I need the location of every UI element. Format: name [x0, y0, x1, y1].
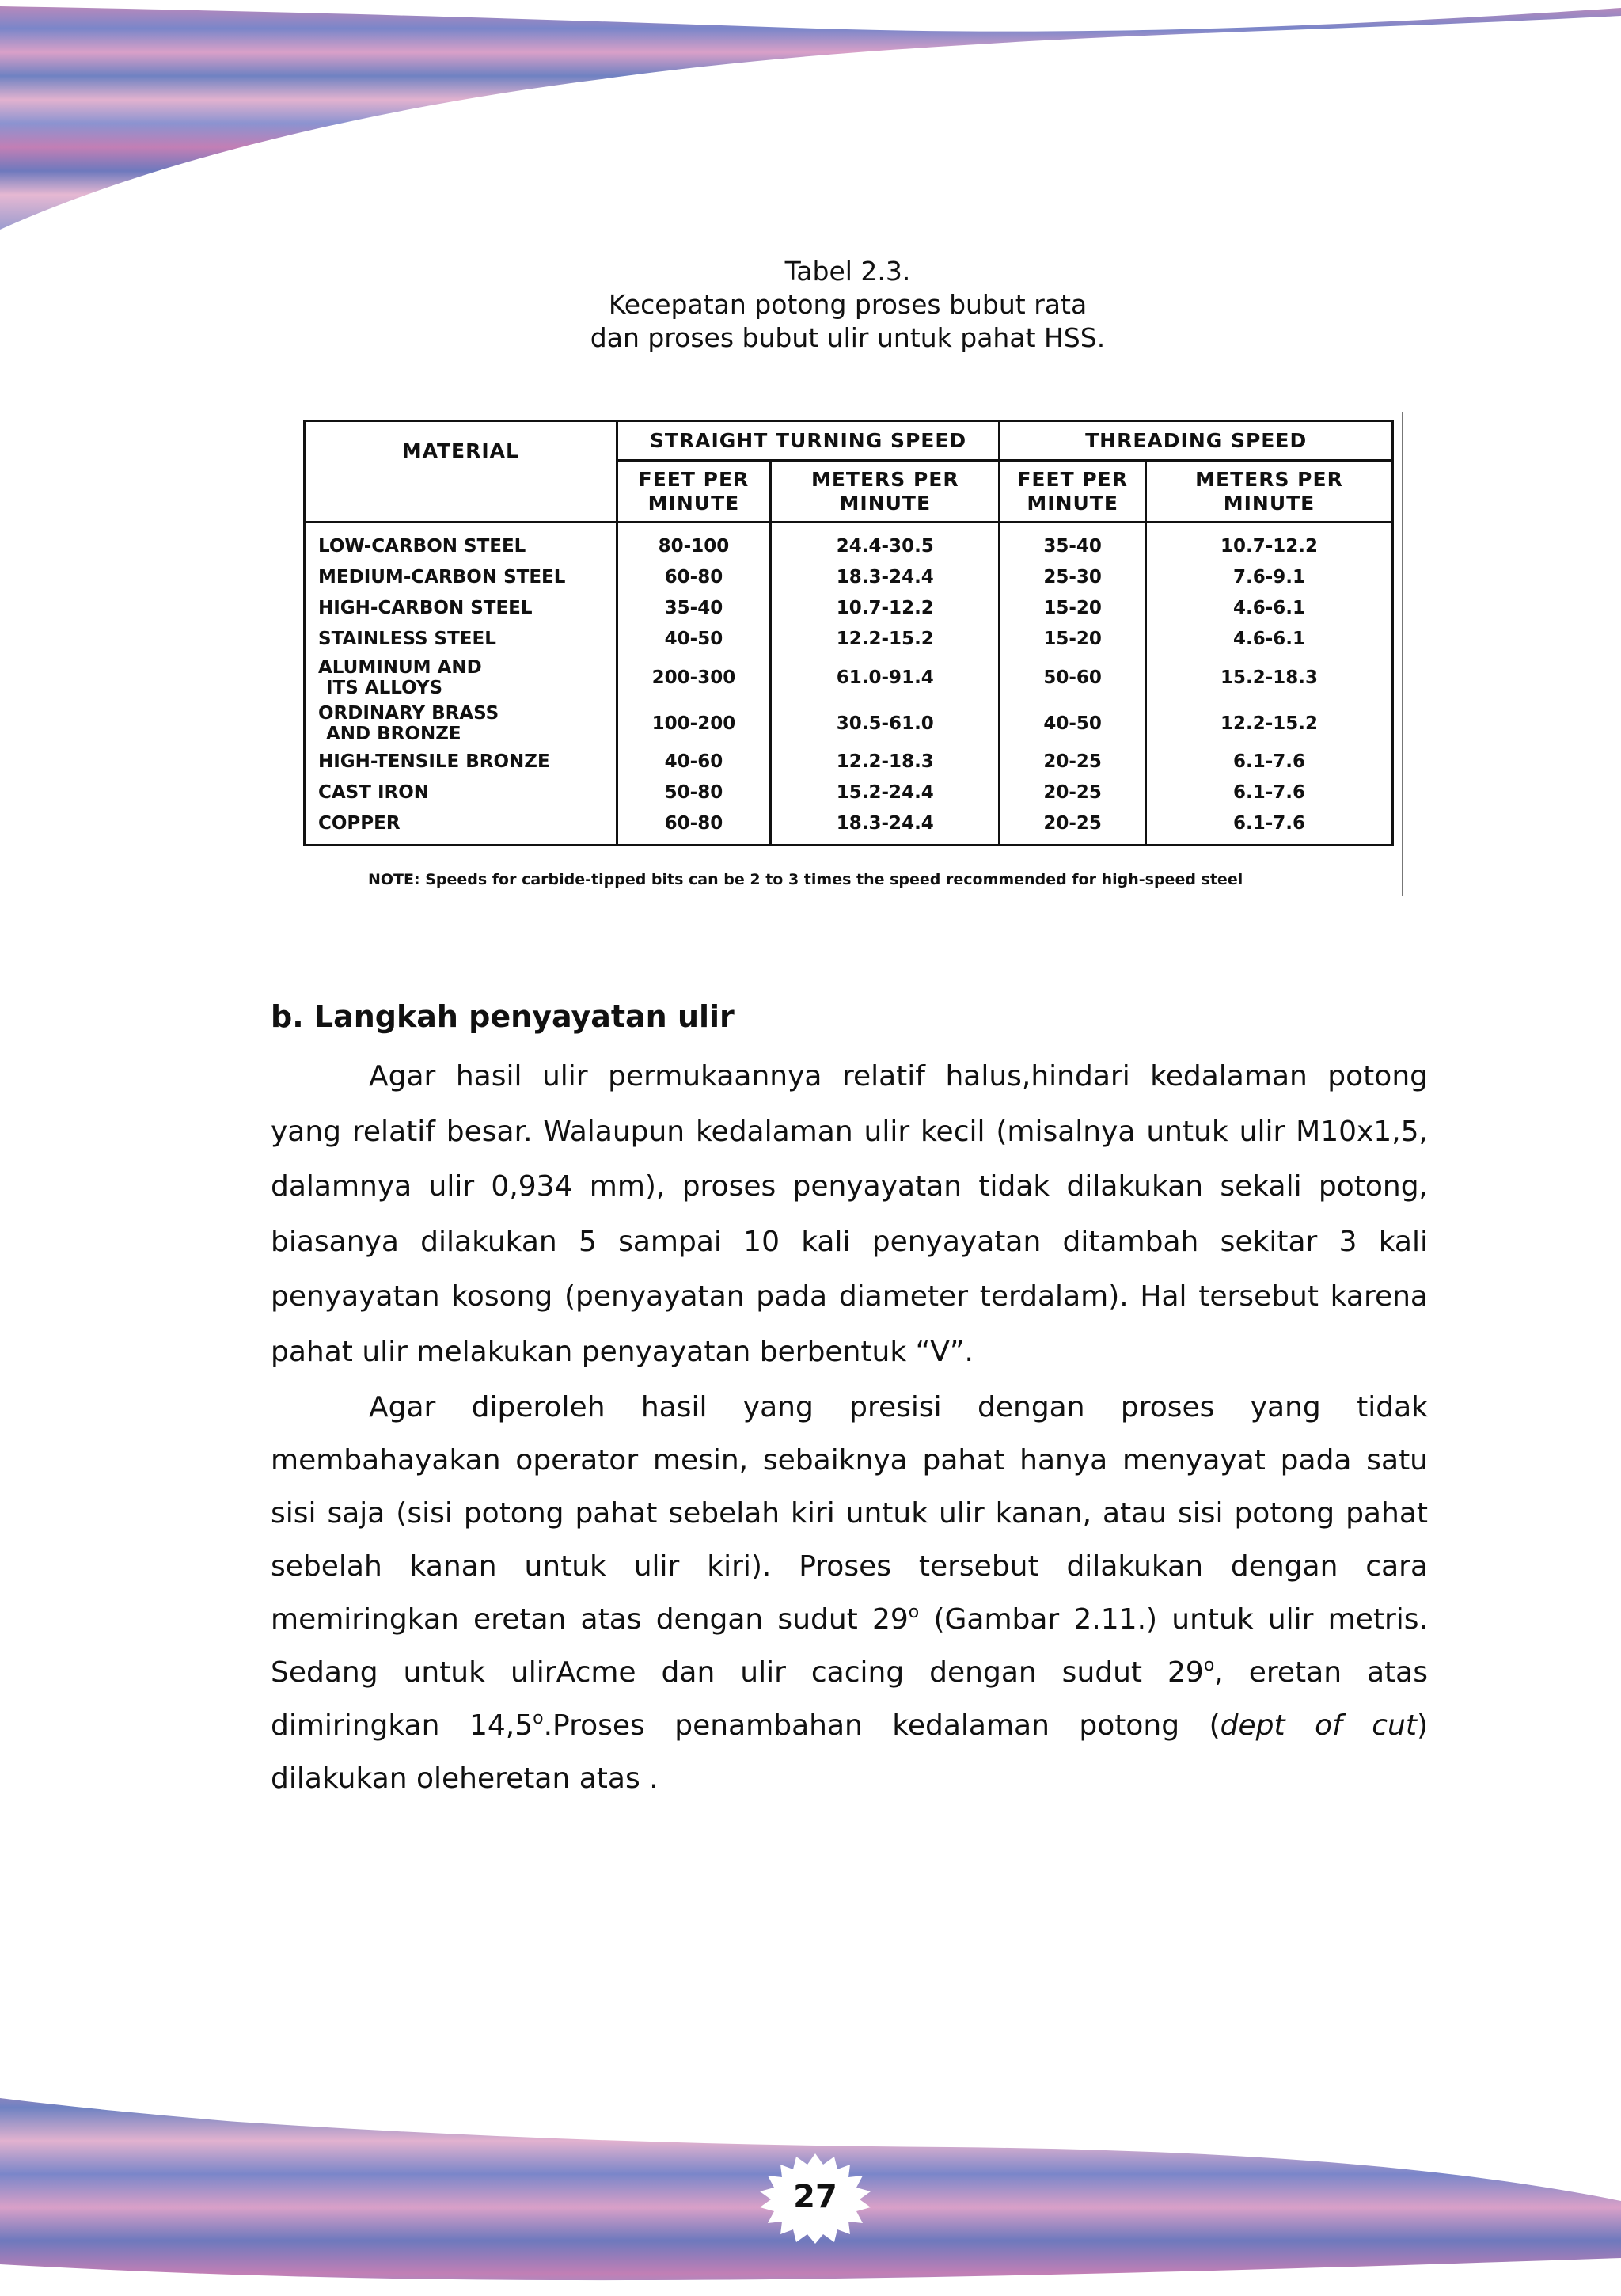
speed-cell: 6.1-7.6	[1232, 782, 1306, 803]
material-name-line: AND BRONZE	[326, 724, 461, 744]
speed-cell: 20-25	[1043, 782, 1102, 803]
speed-cell: 80-100	[658, 536, 730, 557]
material-cell	[318, 562, 616, 593]
paragraph-2: Agar diperoleh hasil yang presisi dengan proses yang tidak membahayakan operator mesin, sebaiknya pahat hanya menyayat pada satu sisi saja (sisi potong pahat sebelah kiri untuk ulir kanan, atau sisi potong pahat sebelah kanan untuk ulir kiri). Proses tersebut dilakukan dengan cara memiringkan eretan atas dengan sudut 29$^o$ (Gambar 2.11.) untuk ulir metris. Sedang untuk ulirAcme dan ulir cacing dengan sudut 29$^o$, eretan atas dimiringkan 14,5$^o$.Proses penambahan kedalaman potong (dept of cut) dilakukan oleheretan atas .	[271, 1391, 1429, 1795]
body-text	[271, 1049, 1428, 1805]
table-caption	[0, 255, 1621, 355]
speed-cell: 20-25	[1043, 813, 1102, 834]
speed-cell: 25-30	[1043, 567, 1102, 587]
speed-cell: 12.2-15.2	[1220, 713, 1319, 734]
speed-cell: 7.6-9.1	[1232, 567, 1306, 587]
cutting-speed-table	[303, 420, 1394, 846]
material-column	[305, 523, 617, 846]
page-number: 27	[793, 2179, 837, 2215]
material-cell	[318, 531, 616, 562]
speed-cell: 18.3-24.4	[836, 567, 934, 587]
caption-line-2: Kecepatan potong proses bubut rata	[608, 289, 1088, 320]
speed-cell: 100-200	[651, 713, 736, 734]
material-name-line: LOW-CARBON STEEL	[318, 536, 526, 557]
speed-cell: 6.1-7.6	[1232, 751, 1306, 772]
section-heading: b. Langkah penyayatan ulir	[271, 999, 735, 1034]
material-name-line: HIGH-CARBON STEEL	[318, 598, 533, 618]
table-image-edge	[1402, 412, 1403, 896]
speed-cell: 40-50	[664, 629, 723, 649]
material-cell	[318, 593, 616, 624]
material-name-line: HIGH-TENSILE BRONZE	[318, 751, 550, 772]
table-body-row	[305, 523, 1393, 846]
material-name-line: ITS ALLOYS	[326, 678, 443, 698]
subheader-straight-fpm: FEET PER MINUTE	[617, 461, 771, 523]
speed-cell: 60-80	[664, 813, 723, 834]
material-cell	[318, 777, 616, 808]
speed-cell: 4.6-6.1	[1232, 629, 1306, 649]
speed-cell: 50-80	[664, 782, 723, 803]
straight-fpm-column	[617, 523, 771, 846]
speed-cell: 15.2-24.4	[836, 782, 934, 803]
italic-term: dept of cut	[1220, 1709, 1417, 1742]
header-threading: THREADING SPEED	[1000, 421, 1393, 461]
speed-cell: 50-60	[1043, 667, 1102, 688]
speed-cell: 18.3-24.4	[836, 813, 934, 834]
speed-cell: 35-40	[664, 598, 723, 618]
material-name-line: ALUMINUM AND	[318, 657, 482, 678]
speed-cell: 60-80	[664, 567, 723, 587]
degree-symbol: o	[1203, 1655, 1215, 1675]
material-cell	[318, 701, 616, 747]
speed-cell: 61.0-91.4	[836, 667, 934, 688]
material-name-line: CAST IRON	[318, 782, 430, 803]
speed-cell: 12.2-18.3	[836, 751, 934, 772]
speed-cell: 200-300	[651, 667, 736, 688]
header-material: MATERIAL	[305, 421, 617, 523]
speed-cell: 15.2-18.3	[1220, 667, 1319, 688]
caption-line-1: Tabel 2.3.	[784, 256, 911, 287]
speed-cell: 10.7-12.2	[836, 598, 934, 618]
speed-cell: 40-60	[664, 751, 723, 772]
material-cell	[318, 655, 616, 701]
speed-cell: 12.2-15.2	[836, 629, 934, 649]
subheader-threading-mpm: METERS PER MINUTE	[1145, 461, 1392, 523]
speed-cell: 35-40	[1043, 536, 1102, 557]
speed-cell: 30.5-61.0	[836, 713, 934, 734]
material-cell	[318, 624, 616, 655]
subheader-straight-mpm: METERS PER MINUTE	[771, 461, 1000, 523]
table-note: NOTE: Speeds for carbide-tipped bits can be 2 to 3 times the speed recommended for high-speed steel	[368, 871, 1243, 888]
speed-cell: 15-20	[1043, 629, 1102, 649]
material-cell	[318, 808, 616, 839]
material-name-line: ORDINARY BRASS	[318, 703, 499, 724]
degree-symbol: o	[533, 1709, 544, 1728]
material-name-line: STAINLESS STEEL	[318, 629, 496, 649]
paragraph-1: Agar hasil ulir permukaannya relatif halus,hindari kedalaman potong yang relatif besar. Walaupun kedalaman ulir kecil (misalnya untuk ulir M10x1,5, dalamnya ulir 0,934 mm), proses penyayatan tidak dilakukan sekali potong, biasanya dilakukan 5 sampai 10 kali penyayatan ditambah sekitar 3 kali penyayatan kosong (penyayatan pada diameter terdalam). Hal tersebut karena pahat ulir melakukan penyayatan berbentuk “V”.	[271, 1060, 1428, 1368]
speed-cell: 20-25	[1043, 751, 1102, 772]
degree-symbol: o	[908, 1602, 920, 1622]
header-straight-turning: STRAIGHT TURNING SPEED	[617, 421, 1000, 461]
top-wave-decoration	[0, 0, 1621, 238]
speed-cell: 10.7-12.2	[1220, 536, 1319, 557]
speed-cell: 24.4-30.5	[836, 536, 934, 557]
material-name-line: MEDIUM-CARBON STEEL	[318, 567, 566, 587]
speed-cell: 15-20	[1043, 598, 1102, 618]
cutting-speed-table-image	[297, 412, 1403, 896]
speed-cell: 6.1-7.6	[1232, 813, 1306, 834]
straight-mpm-column	[771, 523, 1000, 846]
subheader-threading-fpm: FEET PER MINUTE	[1000, 461, 1146, 523]
threading-mpm-column	[1145, 523, 1392, 846]
material-cell	[318, 747, 616, 777]
speed-cell: 40-50	[1043, 713, 1102, 734]
threading-fpm-column	[1000, 523, 1146, 846]
caption-line-3: dan proses bubut ulir untuk pahat HSS.	[590, 322, 1106, 353]
material-name-line: COPPER	[318, 813, 401, 834]
speed-cell: 4.6-6.1	[1232, 598, 1306, 618]
